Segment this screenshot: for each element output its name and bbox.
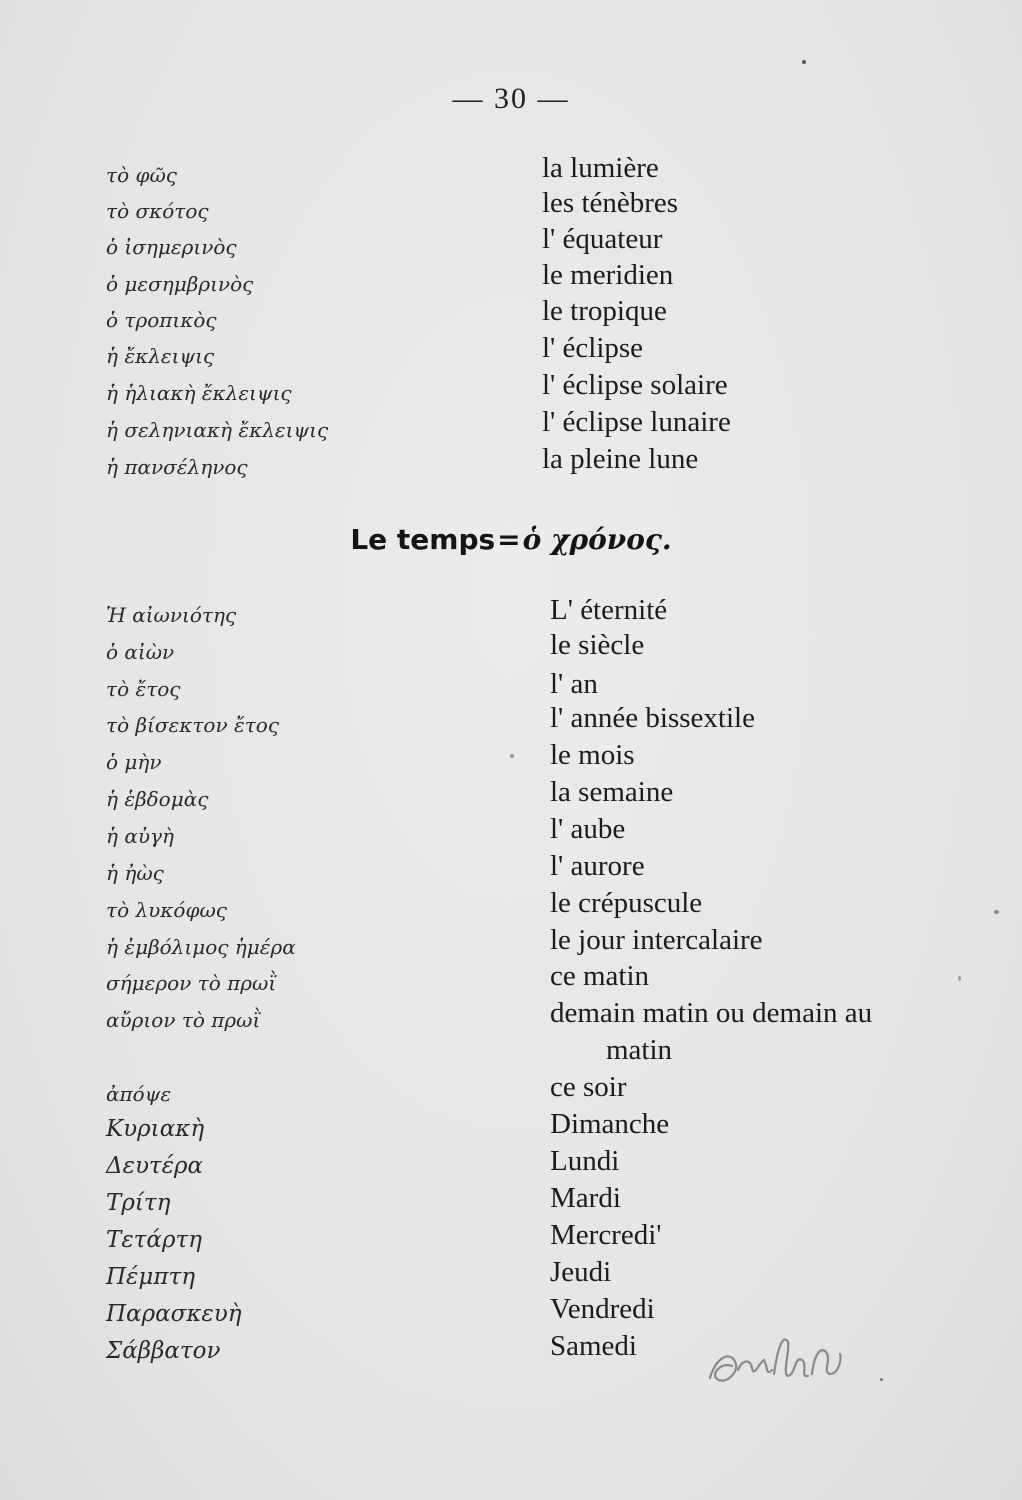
greek-term: ὁ μεσημβρινὸς [106,272,254,296]
french-term: la semaine [550,776,674,808]
greek-term: Κυριακὴ [106,1116,205,1142]
french-term: le tropique [542,295,667,327]
greek-term: Σάββατον [106,1338,221,1364]
greek-term: ὁ αἰὼν [106,640,175,664]
greek-term: ἀπόψε [106,1082,172,1106]
french-term: Samedi [550,1330,637,1362]
section-heading [0,520,1022,565]
greek-term: ἡ ἠὼς [106,861,164,885]
scan-speck [510,754,514,758]
vocab-row-continuation [0,1036,1022,1073]
greek-term: σήμερον τὸ πρωῒ [106,971,277,995]
vocab-row [0,1295,1022,1332]
vocab-row [0,369,1022,410]
vocab-row [0,152,1022,189]
greek-term: Δευτέρα [106,1153,204,1179]
vocab-row [0,668,1022,705]
french-term: les ténèbres [542,187,679,219]
greek-term: τὸ λυκόφως [106,898,227,922]
greek-term: τὸ φῶς [106,163,177,187]
vocab-row [0,778,1022,815]
vocab-row [0,1184,1022,1221]
page-number: — 30 — [452,82,570,115]
vocab-row [0,189,1022,226]
vocab-row [0,295,1022,337]
french-term: l' année bissextile [550,702,755,734]
french-term: l' aurore [550,850,645,882]
french-term: ce matin [550,960,650,992]
greek-term: Παρασκευὴ [106,1301,242,1327]
greek-term: ὁ μὴν [106,750,162,774]
vocab-row [0,889,1022,926]
greek-term: Πέμπτη [106,1264,195,1290]
french-term: Mardi [550,1182,621,1214]
greek-term: ὁ ἰσημερινὸς [106,235,237,259]
scan-speck [994,910,999,914]
vocab-row [0,1332,1022,1369]
greek-term: ἡ ἔκλειψις [106,344,215,368]
vocab-row [0,852,1022,889]
french-term: L' éternité [550,594,668,626]
vocab-row [0,332,1022,373]
greek-term: Τρίτη [106,1190,171,1216]
vocab-row [0,1110,1022,1147]
french-term: l' éclipse solaire [542,369,728,401]
french-term: Dimanche [550,1108,670,1140]
french-term: la pleine lune [542,443,699,475]
greek-term: αὔριον τὸ πρωῒ [106,1008,261,1032]
greek-term: ἡ ἡλιακὴ ἔκλειψις [106,381,292,405]
vocab-row [0,406,1022,447]
vocab-row [0,962,1022,999]
vocab-row [0,815,1022,852]
french-term: le siècle [550,629,645,661]
french-term: l' éclipse [542,332,644,364]
vocab-row [0,259,1022,300]
french-term: demain matin ou demain au [550,997,873,1029]
french-term: l' équateur [542,223,663,255]
french-term: l' an [550,668,598,700]
heading-equals: = [497,523,521,556]
greek-term: ἡ σεληνιακὴ ἔκλειψις [106,418,329,442]
vocab-row [0,1073,1022,1110]
vocab-row [0,1221,1022,1258]
french-term: Jeudi [550,1256,612,1288]
french-term: matin [606,1034,673,1066]
vocab-row [0,1258,1022,1295]
vocab-row [0,704,1022,741]
french-term: l' aube [550,813,626,845]
scan-speck [958,976,961,981]
vocab-row [0,443,1022,483]
greek-term: τὸ βίσεκτον ἔτος [106,713,280,737]
vocab-row [0,1147,1022,1184]
heading-greek: ὁ χρόνος. [522,523,672,556]
greek-term: Ἡ αἰωνιότης [106,603,237,627]
greek-term: ἡ ἐμβόλιμος ἡμέρα [106,935,296,959]
vocab-row [0,631,1022,668]
handwritten-signature [702,1316,852,1406]
french-term: Vendredi [550,1293,655,1325]
french-term: le meridien [542,259,674,291]
vocab-row [0,926,1022,963]
french-term: le jour intercalaire [550,924,763,956]
greek-term: τὸ ἔτος [106,677,181,701]
scan-speck [802,60,806,64]
greek-term: ἡ αὐγὴ [106,824,174,848]
vocab-row [0,594,1022,631]
greek-term: Τετάρτη [106,1227,202,1253]
french-term: ce soir [550,1071,627,1103]
heading-french: Le temps [350,523,496,556]
greek-term: τὸ σκότος [106,199,209,223]
french-term: le mois [550,739,635,771]
vocab-row [0,223,1022,263]
french-term: la lumière [542,152,659,184]
french-term: le crépuscule [550,887,703,919]
french-term: l' éclipse lunaire [542,406,731,438]
french-term: Lundi [550,1145,620,1177]
greek-term: ἡ ἑβδομὰς [106,787,209,811]
vocab-row [0,741,1022,778]
greek-term: ὁ τροπικὸς [106,308,217,332]
vocab-row [0,999,1022,1036]
scan-speck [880,1378,883,1381]
greek-term: ἡ πανσέληνος [106,455,248,479]
french-term: Mercredi' [550,1219,662,1251]
